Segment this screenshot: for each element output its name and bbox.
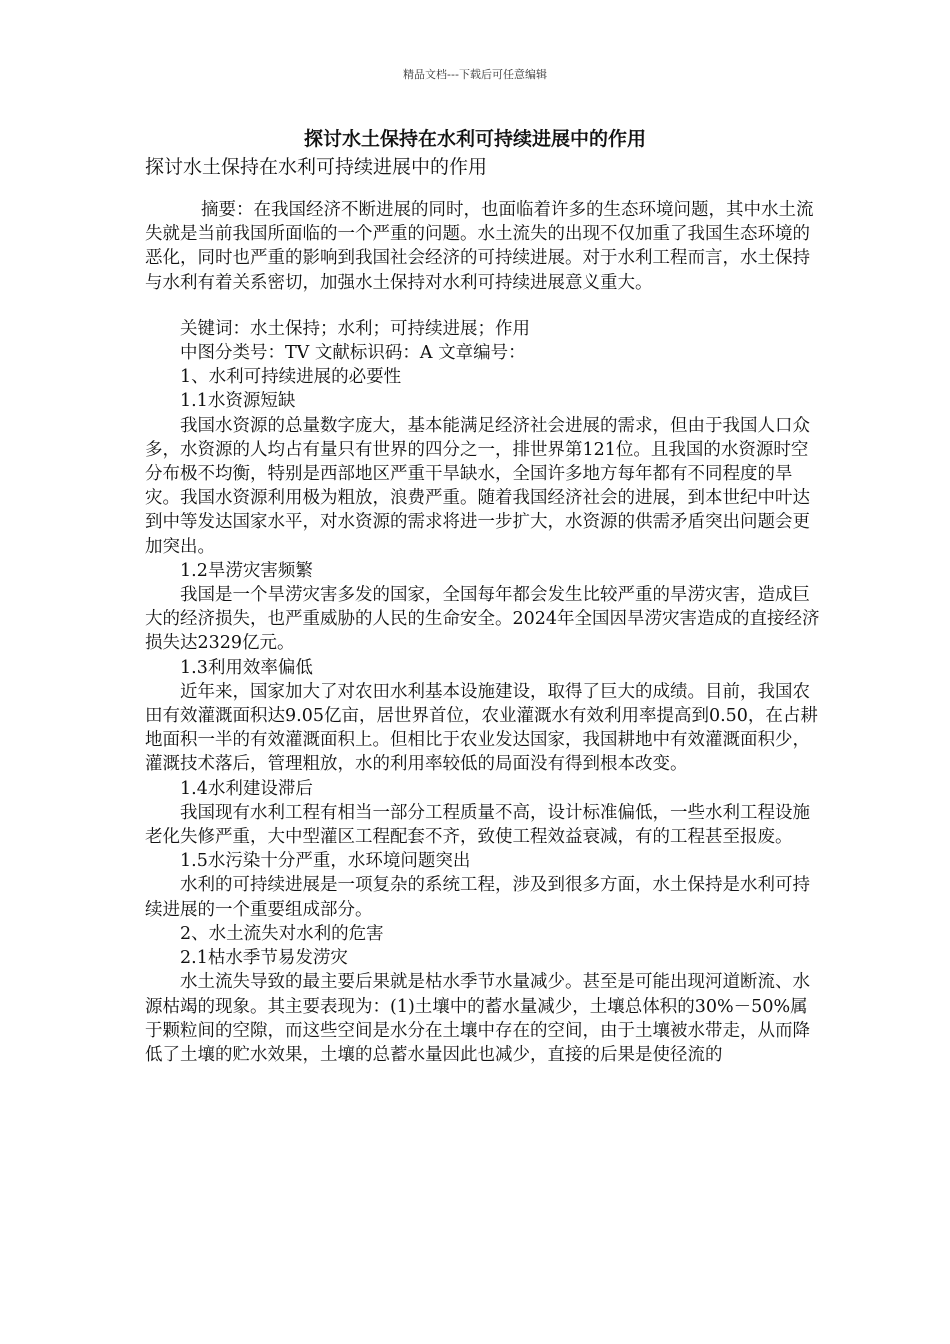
keywords-line: 关键词：水土保持；水利；可持续进展；作用 — [180, 318, 530, 339]
section-paragraph: 我国现有水利工程有相当一部分工程质量不高，设计标准偏低，一些水利工程设施老化失修严重，大中型灌区工程配套不齐，致使工程效益衰减，有的工程甚至报废。 — [145, 802, 810, 848]
document-body — [145, 198, 825, 1067]
section-paragraph: 我国水资源的总量数字庞大，基本能满足经济社会进展的需求，但由于我国人口众多，水资源的人均占有量只有世界的四分之一，排世界第121位。且我国的水资源时空分布极不均衡，特别是西部地区严重干旱缺水，全国许多地方每年都有不同程度的旱灾。我国水资源利用极为粗放，浪费严重。随着我国经济社会的进展，到本世纪中叶达到中等发达国家水平，对水资源的需求将进一步扩大，水资源的供需矛盾突出问题会更加突出。 — [145, 415, 810, 557]
section-heading: 1.2旱涝灾害频繁 — [180, 560, 313, 581]
classification-line: 中图分类号：TV 文献标识码：A 文章编号： — [180, 343, 526, 364]
section-paragraph: 水利的可持续进展是一项复杂的系统工程，涉及到很多方面，水土保持是水利可持续进展的一个重要组成部分。 — [145, 875, 810, 920]
section-paragraph: 近年来，国家加大了对农田水利基本设施建设，取得了巨大的成绩。目前，我国农田有效灌溉面积达9.05亿亩，居世界首位，农业灌溉水有效利用率提高到0.50，在占耕地面积一半的有效灌溉面积上。但相比于农业发达国家，我国耕地中有效灌溉面积少，灌溉技术落后，管理粗放，水的利用率较低的局面没有得到根本改变。 — [145, 681, 818, 775]
section-heading: 2、水土流失对水利的危害 — [180, 923, 384, 944]
document-title: 探讨水土保持在水利可持续进展中的作用 — [303, 128, 646, 150]
section-paragraph: 我国是一个旱涝灾害多发的国家，全国每年都会发生比较严重的旱涝灾害，造成巨大的经济损失，也严重威胁的人民的生命安全。2024年全国因旱涝灾害造成的直接经济损失达2329亿元。 — [145, 585, 820, 654]
section-heading: 1.5水污染十分严重，水环境问题突出 — [180, 851, 471, 872]
document-subtitle: 探讨水土保持在水利可持续进展中的作用 — [145, 156, 488, 178]
header-note: 精品文档---下载后可任意编辑 — [403, 68, 547, 81]
section-heading: 1.4水利建设滞后 — [180, 778, 313, 799]
abstract-paragraph: 摘要：在我国经济不断进展的同时，也面临着许多的生态环境问题，其中水土流失就是当前我国所面临的一个严重的问题。水土流失的出现不仅加重了我国生态环境的恶化，同时也严重的影响到我国社会经济的可持续进展。对于水利工程而言，水土保持与水利有着关系密切，加强水土保持对水利可持续进展意义重大。 — [145, 200, 814, 293]
section-heading: 1、水利可持续进展的必要性 — [180, 367, 402, 388]
section-heading: 1.3利用效率偏低 — [180, 657, 313, 678]
section-paragraph: 水土流失导致的最主要后果就是枯水季节水量减少。甚至是可能出现河道断流、水源枯竭的现象。其主要表现为：(1)土壤中的蓄水量减少，土壤总体积的30%－50%属于颗粒间的空隙，而这些空间是水分在土壤中存在的空间，由于土壤被水带走，从而降低了土壤的贮水效果，土壤的总蓄水量因此也减少，直接的后果是使径流的 — [145, 972, 810, 1065]
section-heading: 2.1枯水季节易发涝灾 — [180, 948, 348, 969]
section-heading: 1.1水资源短缺 — [180, 391, 296, 412]
